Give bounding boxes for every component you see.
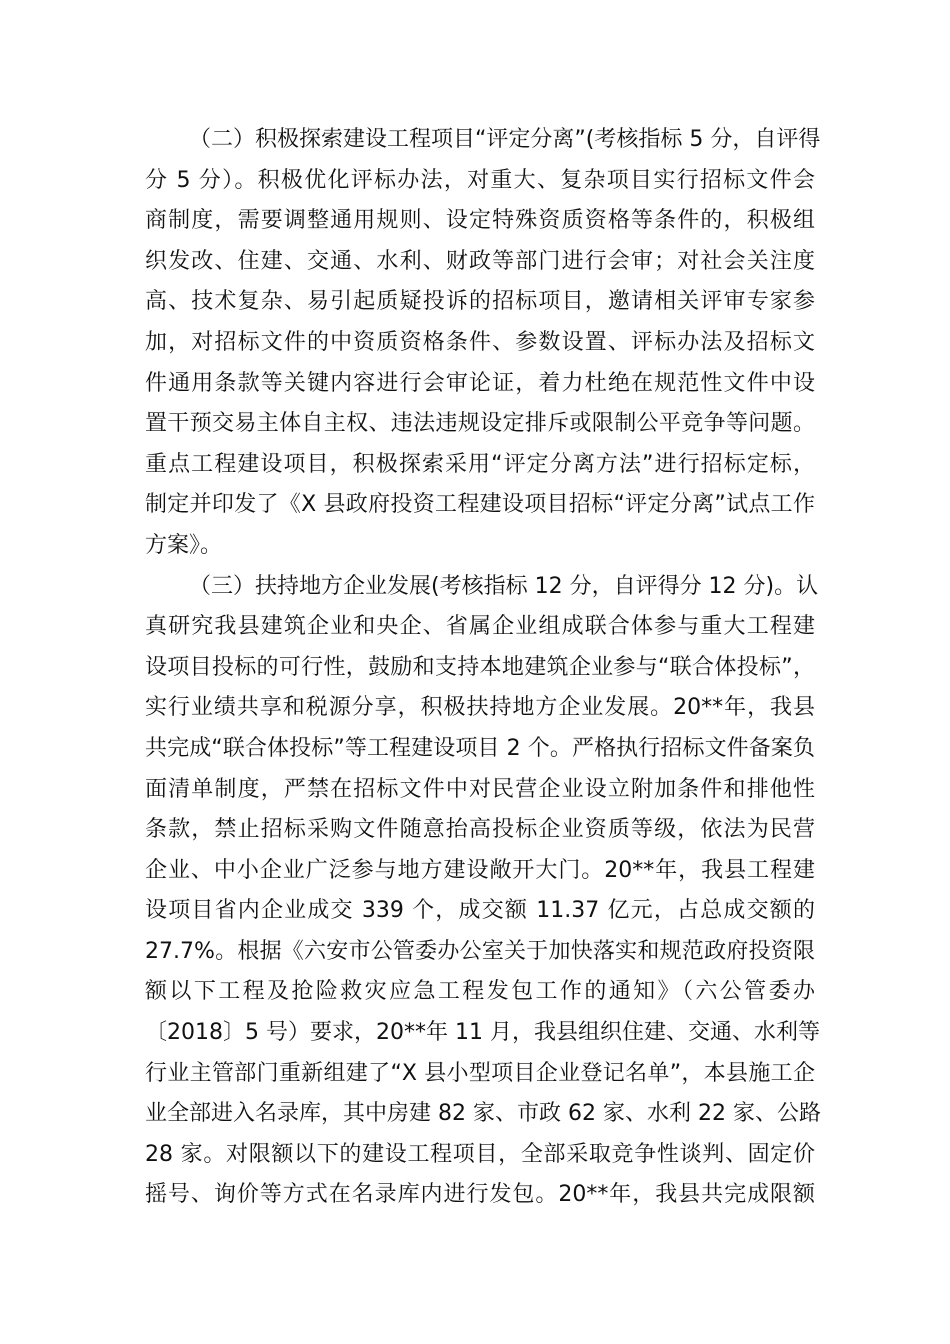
paragraph-line: 设项目投标的可行性，鼓励和支持本地建筑企业参与“联合体投标”， (145, 654, 815, 680)
paragraph-line: 设项目省内企业成交 339 个，成交额 11.37 亿元，占总成交额的 (145, 898, 815, 924)
paragraph-line: 实行业绩共享和税源分享，积极扶持地方企业发展。20**年，我县 (145, 695, 815, 721)
paragraph-line: 27.7%。根据《六安市公管委办公室关于加快落实和规范政府投资限 (145, 938, 815, 964)
paragraph-line: 〔2018〕5 号）要求，20**年 11 月，我县组织住建、交通、水利等 (145, 1020, 820, 1046)
paragraph-line: 共完成“联合体投标”等工程建设项目 2 个。严格执行招标文件备案负 (145, 735, 815, 761)
paragraph-line: 置干预交易主体自主权、违法违规设定排斥或限制公平竞争等问题。 (145, 411, 815, 437)
paragraph-line: 分 5 分）。积极优化评标办法，对重大、复杂项目实行招标文件会 (145, 167, 815, 193)
paragraph-line: 真研究我县建筑企业和央企、省属企业组成联合体参与重大工程建 (145, 614, 815, 640)
paragraph-line: 商制度，需要调整通用规则、设定特殊资质资格等条件的，积极组 (145, 208, 815, 234)
paragraph-line: 加，对招标文件的中资质资格条件、参数设置、评标办法及招标文 (145, 329, 815, 355)
document-body (145, 120, 821, 1216)
paragraph-line: （三）扶持地方企业发展(考核指标 12 分，自评得分 12 分)。认 (189, 573, 819, 599)
paragraph-line: 织发改、住建、交通、水利、财政等部门进行会审；对社会关注度 (145, 248, 815, 274)
paragraph-line: 额以下工程及抢险救灾应急工程发包工作的通知》（六公管委办 (145, 979, 815, 1005)
paragraph-line: 行业主管部门重新组建了“X 县小型项目企业登记名单”，本县施工企 (145, 1060, 815, 1086)
paragraph-line: 高、技术复杂、易引起质疑投诉的招标项目，邀请相关评审专家参 (145, 289, 815, 315)
paragraph-line: 28 家。对限额以下的建设工程项目，全部采取竞争性谈判、固定价 (145, 1141, 815, 1167)
paragraph-line: 件通用条款等关键内容进行会审论证，着力杜绝在规范性文件中设 (145, 370, 815, 396)
paragraph-line: 制定并印发了《X 县政府投资工程建设项目招标“评定分离”试点工作 (145, 492, 815, 518)
paragraph-local-enterprise-support (145, 567, 821, 1217)
paragraph-line: 企业、中小企业广泛参与地方建设敞开大门。20**年，我县工程建 (145, 857, 815, 883)
paragraph-line: 摇号、询价等方式在名录库内进行发包。20**年，我县共完成限额 (145, 1182, 815, 1208)
paragraph-line: 面清单制度，严禁在招标文件中对民营企业设立附加条件和排他性 (145, 776, 815, 802)
paragraph-line: （二）积极探索建设工程项目“评定分离”(考核指标 5 分，自评得 (189, 127, 821, 152)
paragraph-line: 方案》。 (145, 532, 223, 558)
paragraph-evaluation-separation (145, 120, 821, 567)
paragraph-line: 重点工程建设项目，积极探索采用“评定分离方法”进行招标定标， (145, 451, 815, 477)
paragraph-line: 业全部进入名录库，其中房建 82 家、市政 62 家、水利 22 家、公路 (145, 1101, 821, 1127)
paragraph-line: 条款，禁止招标采购文件随意抬高投标企业资质等级，依法为民营 (145, 817, 815, 843)
